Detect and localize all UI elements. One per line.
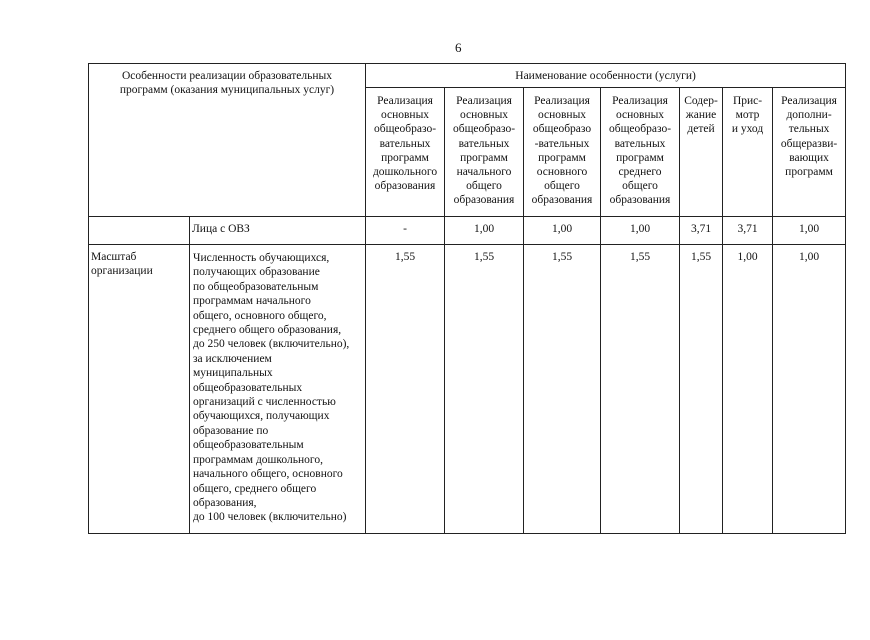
table-row [89, 217, 846, 245]
description-line: образования, [193, 496, 257, 509]
description-line: за исключением [193, 352, 272, 365]
column-header-line: общеобразо- [608, 123, 672, 136]
column-header-line: вательных [379, 137, 431, 150]
header-features-line: Особенности реализации образовательных [121, 70, 333, 82]
column-header-line: общеобразо- [452, 123, 516, 136]
row-description: Лица с ОВЗ [190, 217, 366, 245]
column-header-additional [773, 88, 846, 217]
description-line: общего, основного общего, [193, 309, 327, 322]
value-cell: 1,00 [524, 217, 601, 245]
column-header-line: детей [687, 123, 715, 136]
description-line: до 100 человек (включительно) [193, 511, 347, 524]
page-number: 6 [455, 40, 462, 55]
description-line: Численность обучающихся, [193, 252, 330, 264]
description-line: программам дошкольного, [193, 453, 323, 466]
description-line: среднего общего образования, [193, 324, 342, 337]
value-cell: 3,71 [680, 217, 723, 245]
description-line: начального общего, основного [193, 468, 343, 481]
description-line: общеобразовательным [193, 439, 304, 452]
column-header-line: образования [374, 180, 436, 193]
value-cell: 1,00 [773, 217, 846, 245]
column-header-line: образования [609, 194, 671, 207]
column-header-line: вательных [458, 137, 510, 150]
column-header-line: Реализация [612, 95, 668, 107]
column-header-line: дополни- [786, 109, 832, 122]
column-header-secondary [601, 88, 680, 217]
description-line: обучающихся, получающих [193, 410, 330, 423]
coefficients-table [88, 63, 846, 534]
column-header-line: вательных [614, 137, 666, 150]
value-cell: 1,00 [773, 245, 846, 534]
column-header-line: тельных [788, 123, 830, 136]
value-cell: 1,55 [680, 245, 723, 534]
column-header-basic [524, 88, 601, 217]
column-header-line: дошкольного [372, 166, 438, 179]
column-header-line: образования [453, 194, 515, 207]
column-header-line: начального [456, 166, 512, 179]
column-header-line: Содер- [684, 95, 718, 107]
column-header-line: основных [380, 109, 430, 122]
value-cell: - [366, 217, 445, 245]
column-header-line: общего [622, 180, 658, 193]
column-header-line: Реализация [456, 95, 512, 107]
value-cell: 1,00 [601, 217, 680, 245]
column-header-maintenance [680, 88, 723, 217]
row-category-line: организации [91, 264, 153, 277]
column-header-line: основного [536, 166, 588, 179]
column-header-line: жание [685, 109, 717, 122]
description-line: образование по [193, 424, 269, 437]
column-header-care [723, 88, 773, 217]
description-line: муниципальных [193, 367, 273, 380]
row-category [89, 245, 190, 534]
column-header-line: программ [381, 151, 429, 164]
column-header-line: основных [615, 109, 665, 122]
column-header-line: среднего [618, 166, 662, 179]
column-header-line: вающих [789, 151, 829, 164]
row-category [89, 217, 190, 245]
column-header-line: Реализация [781, 95, 837, 107]
value-cell: 1,55 [366, 245, 445, 534]
row-description [190, 245, 366, 534]
column-header-line: общего [466, 180, 502, 193]
description-line: до 250 человек (включительно), [193, 338, 350, 351]
description-line: получающих образование [193, 266, 320, 279]
value-cell: 1,00 [723, 245, 773, 534]
column-header-line: Реализация [534, 95, 590, 107]
column-header-line: -вательных [534, 137, 590, 150]
description-line: программам начального [193, 295, 311, 308]
value-cell: 1,55 [524, 245, 601, 534]
column-header-line: Реализация [377, 95, 433, 107]
table-row [89, 245, 846, 534]
value-cell: 1,55 [445, 245, 524, 534]
column-header-line: основных [459, 109, 509, 122]
description-line: организаций с численностью [193, 396, 336, 409]
description-line: по общеобразовательным [193, 280, 319, 293]
header-features-line: программ (оказания муниципальных услуг) [119, 83, 335, 96]
column-header-line: и уход [731, 123, 764, 136]
value-cell: 1,00 [445, 217, 524, 245]
column-header-line: программ [785, 166, 833, 179]
column-header-line: общеобразо [532, 123, 592, 136]
column-header-line: программ [616, 151, 664, 164]
column-header-line: программ [460, 151, 508, 164]
description-line: общеобразовательных [193, 381, 303, 394]
column-header-line: мотр [735, 109, 760, 122]
description-line: общего, среднего общего [193, 482, 317, 495]
column-header-line: программ [538, 151, 586, 164]
column-header-line: общеобразо- [373, 123, 437, 136]
value-cell: 1,55 [601, 245, 680, 534]
column-header-line: основных [537, 109, 587, 122]
column-header-line: Прис- [732, 95, 763, 107]
column-header-line: общеразви- [780, 137, 838, 150]
column-header-line: общего [544, 180, 580, 193]
column-header-primary [445, 88, 524, 217]
header-features [89, 64, 366, 217]
row-category-line: Масштаб [91, 251, 137, 263]
header-service-name: Наименование особенности (услуги) [366, 64, 846, 88]
value-cell: 3,71 [723, 217, 773, 245]
column-header-preschool [366, 88, 445, 217]
column-header-line: образования [531, 194, 593, 207]
